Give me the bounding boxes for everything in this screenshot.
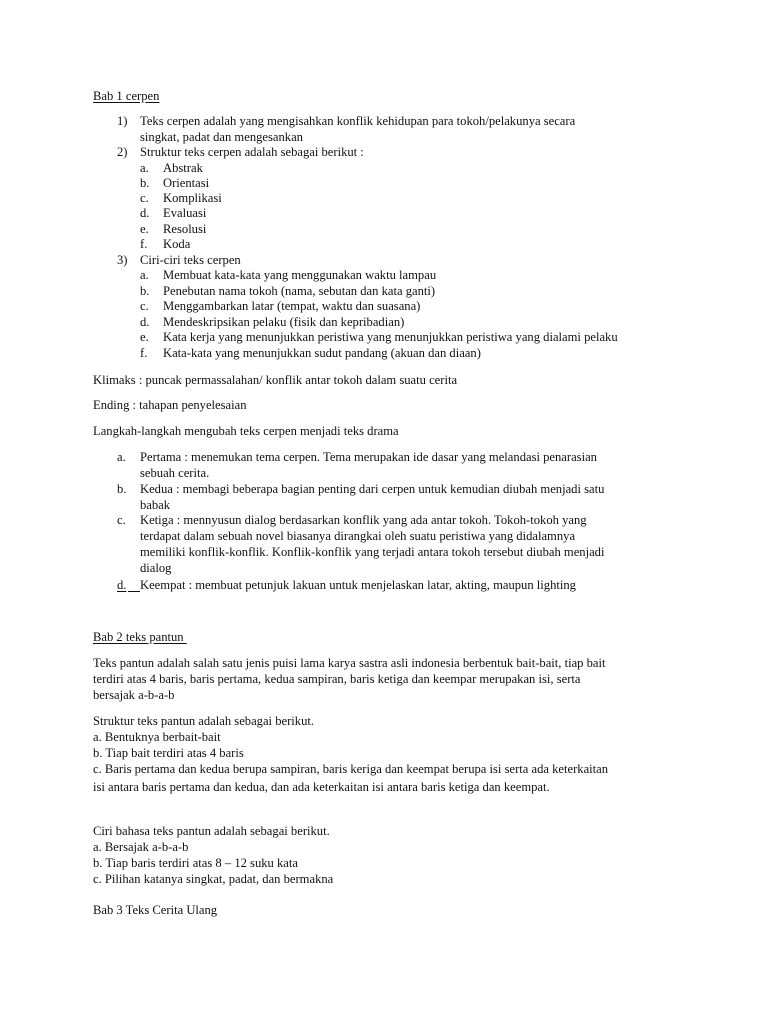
sub-text: dialog <box>140 561 172 575</box>
list-text: Ciri-ciri teks cerpen <box>140 253 241 267</box>
bab3-heading: Bab 3 Teks Cerita Ulang <box>93 903 218 917</box>
paragraph-line: terdiri atas 4 baris, baris pertama, kedua sampiran, baris ketiga dan keempar merupakan isi, serta <box>93 672 581 686</box>
list-number: 2) <box>117 145 128 159</box>
sub-letter: e. <box>140 330 149 344</box>
list-text: Teks cerpen adalah yang mengisahkan konflik kehidupan para tokoh/pelakunya secara <box>140 114 576 128</box>
sub-text: Abstrak <box>163 161 203 175</box>
struktur-heading: Struktur teks pantun adalah sebagai berikut. <box>93 714 315 728</box>
sub-letter: c. <box>117 513 126 527</box>
sub-text: Koda <box>163 237 191 251</box>
struktur-item: a. Bentuknya berbait-bait <box>93 730 221 744</box>
sub-text: Membuat kata-kata yang menggunakan waktu lampau <box>163 268 437 282</box>
paragraph-line: Teks pantun adalah salah satu jenis puisi lama karya sastra asli indonesia berbentuk bait-bait, tiap bait <box>93 656 606 670</box>
sub-text: Komplikasi <box>163 191 222 205</box>
sub-text: Ketiga : mennyusun dialog berdasarkan konflik yang ada antar tokoh. Tokoh-tokoh yang <box>140 513 587 527</box>
sub-text: Kata-kata yang menunjukkan sudut pandang (akuan dan diaan) <box>163 346 481 360</box>
langkah-heading: Langkah-langkah mengubah teks cerpen menjadi teks drama <box>93 424 399 438</box>
paragraph-line: bersajak a-b-a-b <box>93 688 175 702</box>
list-text: singkat, padat dan mengesankan <box>140 130 303 144</box>
sub-text: Kedua : membagi beberapa bagian penting dari cerpen untuk kemudian diubah menjadi satu <box>140 482 605 496</box>
sub-text: Menggambarkan latar (tempat, waktu dan suasana) <box>163 299 421 313</box>
sub-text: Kata kerja yang menunjukkan peristiwa yang menunjukkan peristiwa yang dialami pelaku <box>163 330 618 344</box>
ciri-item: c. Pilihan katanya singkat, padat, dan bermakna <box>93 872 334 886</box>
sub-text: memiliki konflik-konflik. Konflik-konflik yang terjadi antara tokoh tersebut diubah menjadi <box>140 545 605 559</box>
sub-text: Pertama : menemukan tema cerpen. Tema merupakan ide dasar yang melandasi penarasian <box>140 450 597 464</box>
sub-text: sebuah cerita. <box>140 466 210 480</box>
sub-text: terdapat dalam sebuah novel biasanya dirangkai oleh suatu peristiwa yang didalamnya <box>140 529 576 543</box>
ciri-item: b. Tiap baris terdiri atas 8 – 12 suku kata <box>93 856 298 870</box>
sub-letter: a. <box>117 450 126 464</box>
sub-text: Penebutan nama tokoh (nama, sebutan dan kata ganti) <box>163 284 436 298</box>
bab1-heading: Bab 1 cerpen <box>93 89 160 103</box>
sub-text: Mendeskripsikan pelaku (fisik dan kepribadian) <box>163 315 405 329</box>
sub-letter: d. <box>117 578 127 592</box>
bab2-heading <box>93 630 187 645</box>
sub-letter: b. <box>140 176 150 190</box>
struktur-item: c. Baris pertama dan kedua berupa sampiran, baris keriga dan keempat berupa isi serta ada keterkaitan <box>93 762 609 776</box>
sub-text: Orientasi <box>163 176 210 190</box>
underline-mark <box>128 591 140 592</box>
list-number: 3) <box>117 253 128 267</box>
ending-definition: Ending : tahapan penyelesaian <box>93 398 247 412</box>
bab2-heading-text: Bab 2 teks pantun <box>93 630 184 644</box>
sub-letter: c. <box>140 191 149 205</box>
sub-letter: a. <box>140 161 149 175</box>
sub-text: Evaluasi <box>163 206 207 220</box>
sub-letter: a. <box>140 268 149 282</box>
ciri-item: a. Bersajak a-b-a-b <box>93 840 189 854</box>
sub-letter: e. <box>140 222 149 236</box>
sub-text: babak <box>140 498 171 512</box>
sub-text: Keempat : membuat petunjuk lakuan untuk menjelaskan latar, akting, maupun lighting <box>140 578 576 592</box>
struktur-item: isi antara baris pertama dan kedua, dan ada keterkaitan isi antara baris ketiga dan keempat. <box>93 780 550 794</box>
sub-letter: b. <box>117 482 127 496</box>
sub-letter: d. <box>140 206 150 220</box>
sub-letter: c. <box>140 299 149 313</box>
list-text: Struktur teks cerpen adalah sebagai berikut : <box>140 145 364 159</box>
list-number: 1) <box>117 114 128 128</box>
sub-letter: b. <box>140 284 150 298</box>
struktur-item: b. Tiap bait terdiri atas 4 baris <box>93 746 244 760</box>
sub-letter: f. <box>140 346 148 360</box>
sub-letter: f. <box>140 237 148 251</box>
sub-text: Resolusi <box>163 222 207 236</box>
klimaks-definition: Klimaks : puncak permassalahan/ konflik antar tokoh dalam suatu cerita <box>93 373 458 387</box>
ciri-heading: Ciri bahasa teks pantun adalah sebagai berikut. <box>93 824 330 838</box>
sub-letter: d. <box>140 315 150 329</box>
